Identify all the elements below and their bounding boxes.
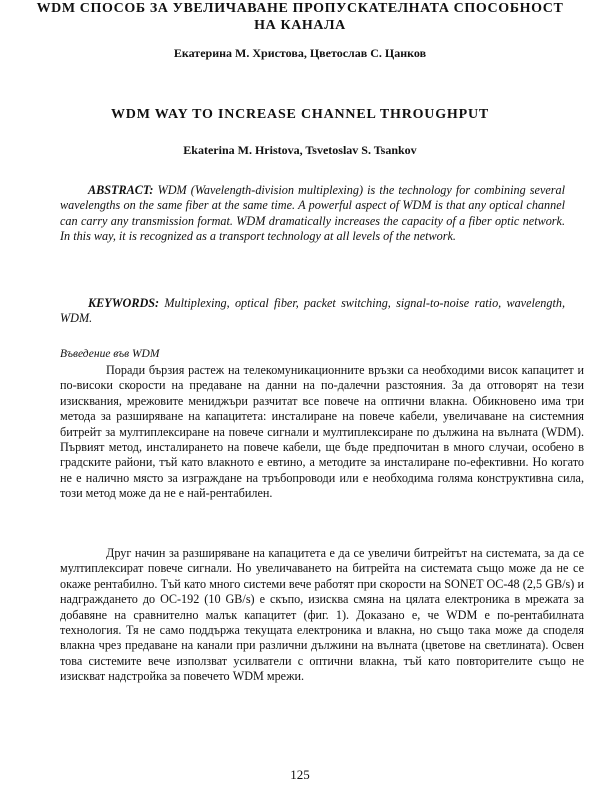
section-heading: Въведение във WDM [60,348,160,360]
abstract [60,183,565,245]
abstract-text: WDM (Wavelength-division multiplexing) is the technology for combining several wavelengths on the same fiber at the same time. A powerful aspect of WDM is that any optical channel can carry any transmission format. WDM dramatically increases the capacity of a fiber optic network. In this way, it is recognized as a transport technology at all levels of the network. [60,183,566,244]
bulgarian-title: WDM СПОСОБ ЗА УВЕЛИЧАВАНЕ ПРОПУСКАТЕЛНАТА СПОСОБНОСТ НА КАНАЛА [36,1,564,33]
keywords [60,296,565,327]
body-paragraph: Поради бързия растеж на телекомуникационните връзки са необходими висок капацитет и по-високи скорости на предаване на данни на по-далечни разстояния. За да отговорят на тези изисквания, мрежовите мениджъри разчитат все повече на оптични влакна. Обикновено има три метода за разширяване на капацитета: инсталиране на повече кабели, увеличаване на системния битрейт за мултиплексиране на повече сигнали и мултиплексиране по дължина на вълната (WDM). Първият метод, инсталирането на повече кабели, ще бъде предпочитан в много случаи, особено в градските райони, тъй като влакното е евтино, а методите за инсталиране по-ефективни. Но когато не е налично място за изграждане на тръбопроводи или е необходима голяма конструктивна сила, този метод може да не е най-рентабилен. [60,363,584,501]
english-authors: Ekaterina M. Hristova, Tsvetoslav S. Tsankov [183,143,417,157]
keywords-label: KEYWORDS: [88,296,160,310]
bulgarian-authors: Екатерина М. Христова, Цветослав С. Цанков [173,46,427,60]
body-paragraph: Друг начин за разширяване на капацитета е да се увеличи битрейтът на системата, за да се мултиплексират повече сигнали. Но увеличаването на битрейта на системата също може да не се окаже рентабилно. Тъй като много системи вече работят при скорости на SONET OC-48 (2,5 GB/s) и надграждането до OC-192 (10 GB/s) е скъпо, изисква смяна на цялата електроника в мрежата за добавяне на сравнително малък капацитет (фиг. 1). Доказано е, че WDM е по-рентабилната технология. Тя не само поддържа текущата електроника и влакна, но също така може да споделя влакна чрез предаване на канали при различни дължини на вълната (цветове на светлината). Освен това системите вече използват усилватели с оптични влакна, тъй като повторителите също не изискват надстройка за повечето WDM мрежи. [60,546,584,684]
page-number: 125 [290,767,310,782]
abstract-label: ABSTRACT: [88,183,154,197]
english-title: WDM WAY TO INCREASE CHANNEL THROUGHPUT [110,107,489,122]
keywords-text: Multiplexing, optical fiber, packet switching, signal-to-noise ratio, wavelength, WDM. [60,296,566,326]
